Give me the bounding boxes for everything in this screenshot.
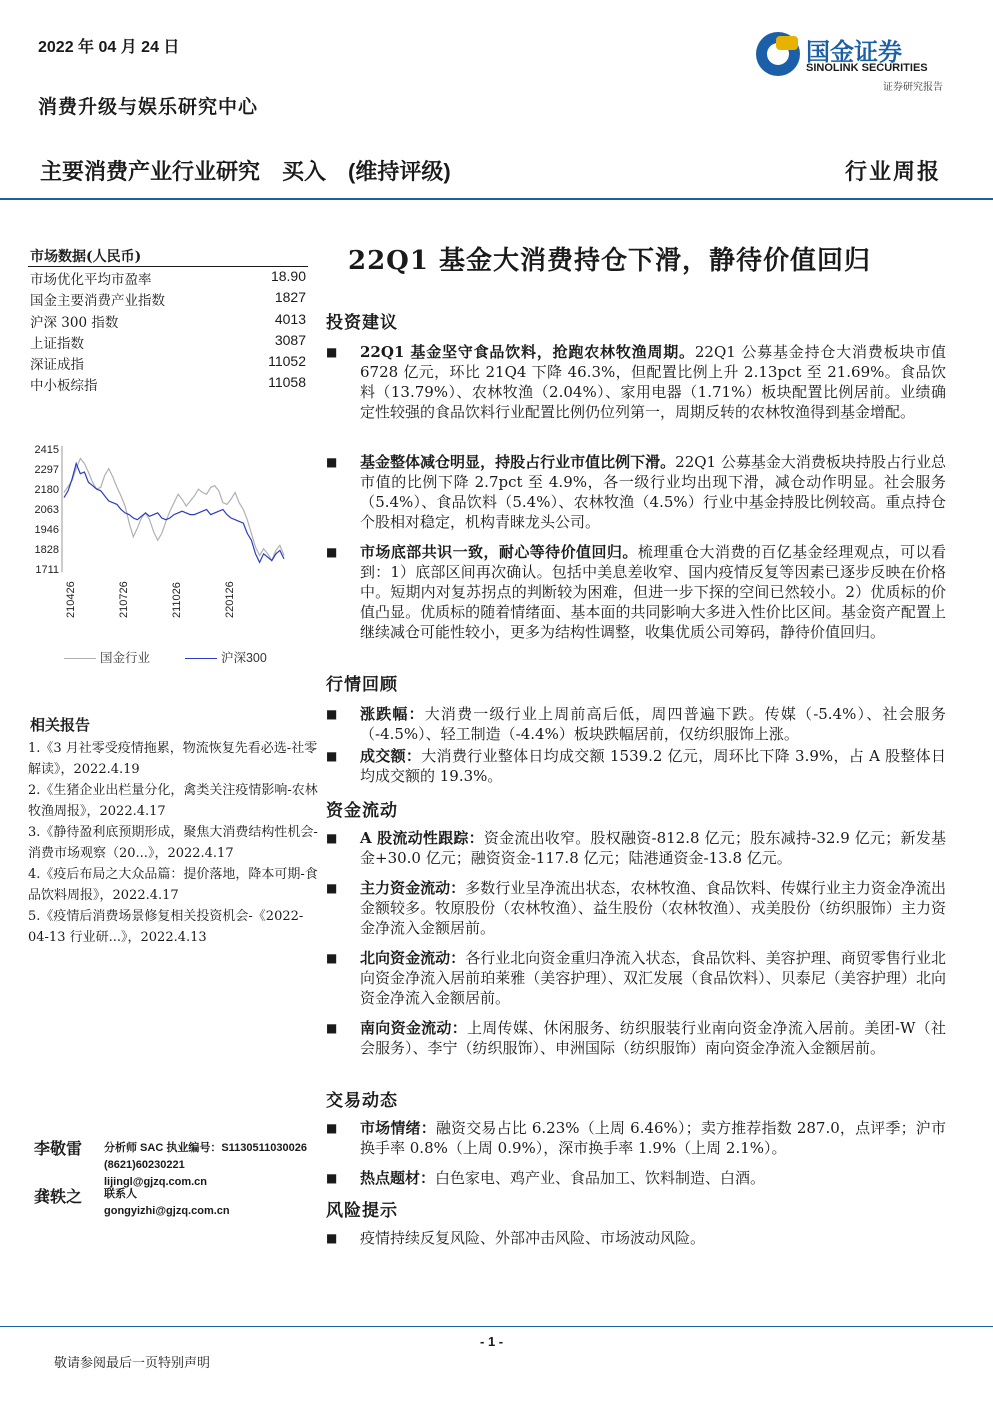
logo-icon	[756, 32, 800, 76]
bullet-paragraph: ■ 疫情持续反复风险、外部冲击风险、市场波动风险。	[326, 1229, 706, 1247]
x-tick-label: 210426	[65, 581, 77, 618]
legend-label: 沪深300	[220, 651, 267, 665]
analyst-phone: (8621)60230221	[104, 1159, 185, 1171]
logo-name-en: SINOLINK SECURITIES	[806, 62, 928, 74]
y-tick-label: 1946	[34, 523, 59, 536]
report-title: 22Q1 基金大消费持仓下滑，静待价值回归	[348, 246, 871, 276]
market-row	[30, 353, 306, 374]
y-tick-label: 1828	[34, 544, 59, 557]
market-value: 1827	[274, 289, 306, 305]
report-date: 2022 年 04 月 24 日	[38, 39, 180, 56]
contact-role: 联系人	[104, 1188, 137, 1200]
bullet-paragraph: ■ 成交额：大消费行业整体日均成交额 1539.2 亿元，周环比下降 3.9%，占 A 股整体日均成交额的 19.3%。	[326, 747, 946, 785]
x-tick-label: 220126	[224, 581, 236, 618]
disclaimer: 敬请参阅最后一页特别声明	[54, 1356, 211, 1371]
section-heading-flow: 资金流动	[326, 801, 398, 821]
related-report-link[interactable]: 4.《疫后布局之大众品篇：提价落地，降本可期-食品饮料周报》，2022.4.17	[28, 867, 318, 903]
x-tick-label: 211026	[171, 582, 183, 618]
market-value: 3087	[274, 332, 306, 348]
header-divider	[0, 198, 993, 200]
section-heading-invest: 投资建议	[326, 313, 398, 333]
market-row	[30, 289, 306, 310]
analyst-info	[104, 1140, 307, 1191]
market-label: 沪深 300 指数	[30, 315, 119, 331]
y-tick-label: 1711	[35, 564, 59, 576]
analyst-email[interactable]: lijingl@gjzq.com.cn	[104, 1176, 208, 1188]
market-label: 上证指数	[30, 336, 84, 352]
industry-rating-title: 主要消费产业行业研究 买入 (维持评级)	[40, 159, 451, 184]
bullet-paragraph: ■ 涨跌幅：大消费一级行业上周前高后低，周四普遍下跌。传媒（-5.4%）、社会服务（-4.5%）、轻工制造（-4.4%）板块跌幅居前，仅纺织服饰上涨。	[326, 705, 946, 743]
bullet-paragraph: ■ 基金整体减仓明显，持股占行业市值比例下滑。22Q1 公募基金大消费板块持股占行业总市值的比例下降 2.7pct 至 4.9%，各一级行业均出现下滑，减仓动作明显。社会服务（5.4%）、食品饮料（5.4%）、农林牧渔（4.5%）行业中基金持股比例较高。重点持仓个股相对稳定，机构青睐龙头公司。	[326, 453, 946, 531]
legend-swatch-industry	[64, 658, 96, 659]
contact-email[interactable]: gongyizhi@gjzq.com.cn	[104, 1205, 230, 1217]
market-value: 4013	[274, 311, 306, 327]
market-label: 深证成指	[30, 357, 84, 373]
bullet-paragraph: ■ 市场情绪：融资交易占比 6.23%（上周 6.46%）；卖方推荐指数 287.0，点评季；沪市换手率 0.8%（上周 0.9%），深市换手率 1.9%（上周 2.1%）。	[326, 1119, 946, 1157]
logo-name-cn: 国金证券	[806, 39, 902, 66]
bullet-paragraph: ■ A 股流动性跟踪：资金流出收窄。股权融资-812.8 亿元；股东减持-32.9 亿元；新发基金+30.0 亿元；融资资金-117.8 亿元；陆港通资金-13.8 亿元。	[326, 829, 946, 867]
bullet-paragraph: ■ 22Q1 基金坚守食品饮料，抢跑农林牧渔周期。22Q1 公募基金持仓大消费板块市值 6728 亿元，环比 21Q4 下降 46.3%，但配置比例上升 2.13pct 至 21.69%。食品饮料（13.79%）、农林牧渔（2.04%）、家用电器（1.71%）板块配置比例居前。业绩确定性较强的食品饮料行业配置比例仍位列第一，周期反转的农林牧渔得到基金增配。	[326, 343, 946, 421]
footer-divider	[0, 1326, 993, 1327]
market-row	[30, 332, 306, 353]
y-tick-label: 2297	[34, 464, 59, 477]
related-report-link[interactable]: 5.《疫情后消费场景修复相关投资机会-《2022-04-13 行业研...》，2022.4.13	[28, 909, 304, 945]
bullet-paragraph: ■ 主力资金流动：多数行业呈净流出状态，农林牧渔、食品饮料、传媒行业主力资金净流出金额较多。牧原股份（农林牧渔）、益生股份（农林牧渔）、戎美股份（纺织服饰）主力资金净流入金额居前。	[326, 879, 946, 937]
related-report-link[interactable]: 2.《生猪企业出栏量分化，禽类关注疫情影响-农林牧渔周报》，2022.4.17	[28, 783, 318, 819]
analyst-name: 李敬雷	[34, 1139, 83, 1158]
market-row	[30, 374, 306, 395]
report-category: 行业周报	[844, 159, 941, 185]
market-data-title: 市场数据(人民币)	[30, 249, 142, 265]
report-type: 证券研究报告	[883, 82, 943, 93]
market-data-divider	[28, 266, 308, 267]
section-heading-market: 行情回顾	[326, 675, 398, 695]
section-heading-risk: 风险提示	[326, 1201, 398, 1221]
market-value: 18.90	[270, 268, 306, 284]
contact-info	[104, 1186, 230, 1220]
analyst-sac: 分析师 SAC 执业编号：S1130511030026	[104, 1142, 307, 1154]
y-tick-label: 2063	[34, 504, 59, 516]
series-line-industry	[64, 458, 284, 560]
chart-legend	[64, 648, 267, 666]
related-report-link[interactable]: 1.《3 月社零受疫情拖累，物流恢复先看必选-社零解读》，2022.4.19	[28, 741, 318, 777]
y-tick-label: 2415	[34, 444, 59, 456]
page-number: - 1 -	[480, 1334, 504, 1349]
section-heading-trade: 交易动态	[326, 1091, 398, 1111]
bullet-paragraph: ■ 南向资金流动：上周传媒、休闲服务、纺织服装行业南向资金净流入居前。美团-W（社会服务）、李宁（纺织服饰）、申洲国际（纺织服饰）南向资金净流入金额居前。	[326, 1019, 946, 1057]
market-row	[30, 311, 306, 332]
series-line-hs300	[64, 464, 284, 563]
legend-swatch-hs300	[185, 658, 217, 659]
bullet-paragraph: ■ 市场底部共识一致，耐心等待价值回归。梳理重仓大消费的百亿基金经理观点，可以看到：1）底部区间再次确认。包括中美息差收窄、国内疫情反复等因素已逐步反映在价格中。短期内对复苏拐点的判断较为困难，但进一步下探的空间已然较小。2）优质标的价值凸显。优质标的随着情绪面、基本面的共同影响大多进入性价比区间。基金资产配置上继续减仓可能性较小，更多为结构性调整，收集优质公司筹码，静待价值回归。	[326, 543, 946, 641]
bullet-paragraph: ■ 热点题材：白色家电、鸡产业、食品加工、饮料制造、白酒。	[326, 1169, 766, 1187]
x-tick-label: 210726	[118, 581, 130, 618]
research-center: 消费升级与娱乐研究中心	[38, 96, 259, 118]
market-row	[30, 268, 306, 289]
market-label: 国金主要消费产业指数	[30, 293, 165, 309]
sinolink-logo	[756, 30, 946, 80]
market-value: 11052	[268, 353, 306, 369]
related-reports-title: 相关报告	[30, 716, 91, 734]
contact-name: 龚轶之	[34, 1187, 83, 1206]
y-tick-label: 2180	[34, 484, 59, 497]
market-label: 市场优化平均市盈率	[30, 272, 152, 288]
market-label: 中小板综指	[30, 378, 98, 394]
index-line-chart	[26, 436, 296, 636]
legend-label: 国金行业	[100, 651, 151, 665]
bullet-paragraph: ■ 北向资金流动：各行业北向资金重归净流入状态，食品饮料、美容护理、商贸零售行业北向资金净流入居前珀莱雅（美容护理）、双汇发展（食品饮料）、贝泰尼（美容护理）北向资金净流入金额居前。	[326, 949, 946, 1007]
related-report-link[interactable]: 3.《静待盈利底预期形成，聚焦大消费结构性机会-消费市场观察（20...》，2022.4.17	[28, 825, 318, 861]
market-value: 11058	[268, 374, 306, 390]
